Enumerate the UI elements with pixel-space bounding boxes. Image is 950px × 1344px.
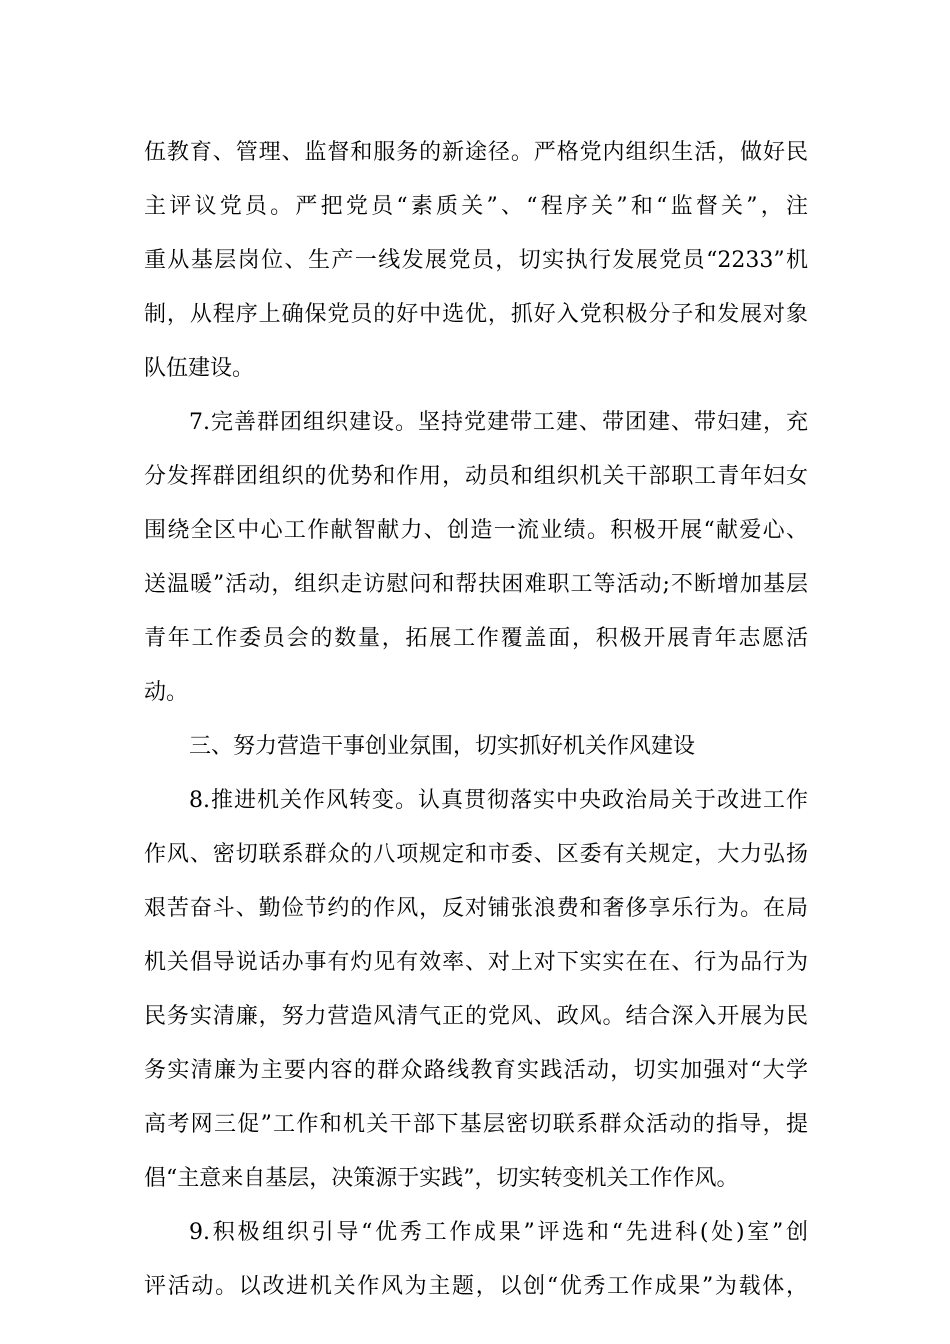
- text-line: 分发挥群团组织的优势和作用，动员和组织机关干部职工青年妇女: [144, 464, 808, 489]
- text-line: 民务实清廉，努力营造风清气正的党风、政风。结合深入开展为民: [144, 1004, 808, 1029]
- text-line: 倡“主意来自基层，决策源于实践”，切实转变机关工作作风。: [144, 1166, 739, 1191]
- text-line: 机关倡导说话办事有灼见有效率、对上对下实实在在、行为品行为: [144, 950, 808, 975]
- section-heading: 三、努力营造干事创业氛围，切实抓好机关作风建设: [189, 734, 696, 759]
- text-line: 务实清廉为主要内容的群众路线教育实践活动，切实加强对“大学: [144, 1058, 808, 1083]
- text-line: 动。: [144, 680, 189, 705]
- text-line: 作风、密切联系群众的八项规定和市委、区委有关规定，大力弘扬: [144, 842, 808, 867]
- text-line: 评活动。以改进机关作风为主题，以创“优秀工作成果”为载体，: [144, 1274, 808, 1299]
- text-line: 重从基层岗位、生产一线发展党员，切实执行发展党员“2233”机: [144, 248, 808, 273]
- text-line: 围绕全区中心工作献智献力、创造一流业绩。积极开展“献爱心、: [144, 518, 808, 543]
- text-line: 艰苦奋斗、勤俭节约的作风，反对铺张浪费和奢侈享乐行为。在局: [144, 896, 808, 921]
- text-line: 高考网三促”工作和机关干部下基层密切联系群众活动的指导，提: [144, 1112, 808, 1137]
- paragraph-heading-line: 9.积极组织引导“优秀工作成果”评选和“先进科(处)室”创: [189, 1220, 808, 1245]
- paragraph-heading-line: 8.推进机关作风转变。认真贯彻落实中央政治局关于改进工作: [189, 788, 808, 813]
- text-line: 主评议党员。严把党员“素质关”、“程序关”和“监督关”，注: [144, 194, 808, 219]
- paragraph-heading-line: 7.完善群团组织建设。坚持党建带工建、带团建、带妇建，充: [189, 410, 808, 435]
- document-body: [144, 126, 808, 1314]
- text-line: 伍教育、管理、监督和服务的新途径。严格党内组织生活，做好民: [144, 140, 808, 165]
- text-line: 青年工作委员会的数量，拓展工作覆盖面，积极开展青年志愿活: [144, 626, 808, 651]
- text-line: 队伍建设。: [144, 356, 255, 381]
- text-line: 制，从程序上确保党员的好中选优，抓好入党积极分子和发展对象: [144, 302, 808, 327]
- text-line: 送温暖”活动，组织走访慰问和帮扶困难职工等活动;不断增加基层: [144, 572, 808, 597]
